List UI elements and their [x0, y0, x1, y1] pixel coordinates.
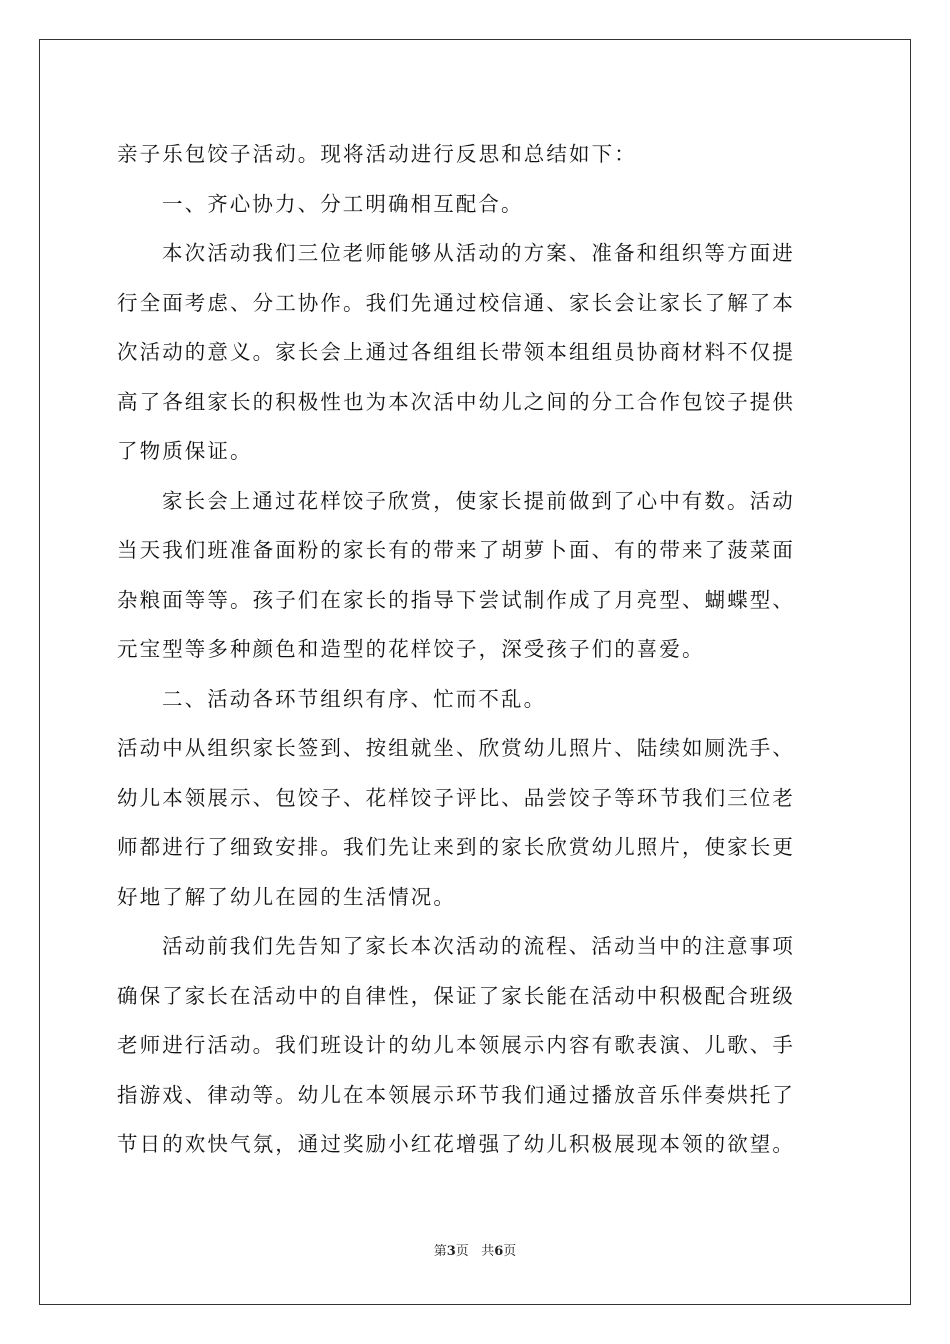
text-line: 指游戏、律动等。幼儿在本领展示环节我们通过播放音乐伴奏烘托了 — [117, 1082, 795, 1107]
total-label-prefix: 共 — [481, 1244, 495, 1259]
text-line: 当天我们班准备面粉的家长有的带来了胡萝卜面、有的带来了菠菜面 — [117, 538, 795, 562]
text-line: 一、齐心协力、分工明确相互配合。 — [162, 191, 524, 216]
text-line: 活动前我们先告知了家长本次活动的流程、活动当中的注意事项 — [162, 934, 795, 958]
text-line: 家长会上通过花样饺子欣赏，使家长提前做到了心中有数。活动 — [162, 488, 795, 513]
document-body — [117, 130, 837, 1170]
text-line: 幼儿本领展示、包饺子、花样饺子评比、品尝饺子等环节我们三位老 — [117, 785, 795, 810]
page-label-prefix: 第 — [433, 1244, 447, 1259]
text-line: 杂粮面等等。孩子们在家长的指导下尝试制作成了月亮型、蝴蝶型、 — [117, 587, 795, 612]
text-line: 确保了家长在活动中的自律性，保证了家长能在活动中积极配合班级 — [117, 983, 795, 1008]
text-line: 了物质保证。 — [117, 439, 253, 463]
text-line: 活动中从组织家长签到、按组就坐、欣赏幼儿照片、陆续如厕洗手、 — [117, 736, 795, 760]
total-label-suffix: 页 — [503, 1244, 517, 1259]
text-line: 高了各组家长的积极性也为本次活中幼儿之间的分工合作包饺子提供 — [117, 389, 795, 414]
text-line: 二、活动各环节组织有序、忙而不乱。 — [162, 686, 547, 711]
current-page-number: 3 — [446, 1244, 456, 1259]
text-line: 次活动的意义。家长会上通过各组组长带领本组组员协商材料不仅提 — [117, 340, 795, 364]
text-line: 师都进行了细致安排。我们先让来到的家长欣赏幼儿照片，使家长更 — [117, 835, 795, 859]
text-line: 本次活动我们三位老师能够从活动的方案、准备和组织等方面进 — [162, 241, 795, 265]
text-line: 好地了解了幼儿在园的生活情况。 — [117, 884, 456, 909]
text-line: 行全面考虑、分工协作。我们先通过校信通、家长会让家长了解了本 — [117, 290, 795, 315]
text-line: 节日的欢快气氛，通过奖励小红花增强了幼儿积极展现本领的欲望。 — [117, 1132, 795, 1156]
total-page-count: 6 — [494, 1244, 504, 1259]
text-line: 元宝型等多种颜色和造型的花样饺子，深受孩子们的喜爱。 — [117, 637, 705, 661]
page-footer — [0, 1240, 950, 1259]
text-line: 亲子乐包饺子活动。现将活动进行反思和总结如下： — [117, 142, 637, 166]
text-line: 老师进行活动。我们班设计的幼儿本领展示内容有歌表演、儿歌、手 — [117, 1033, 795, 1057]
page-label-suffix: 页 — [455, 1244, 469, 1259]
